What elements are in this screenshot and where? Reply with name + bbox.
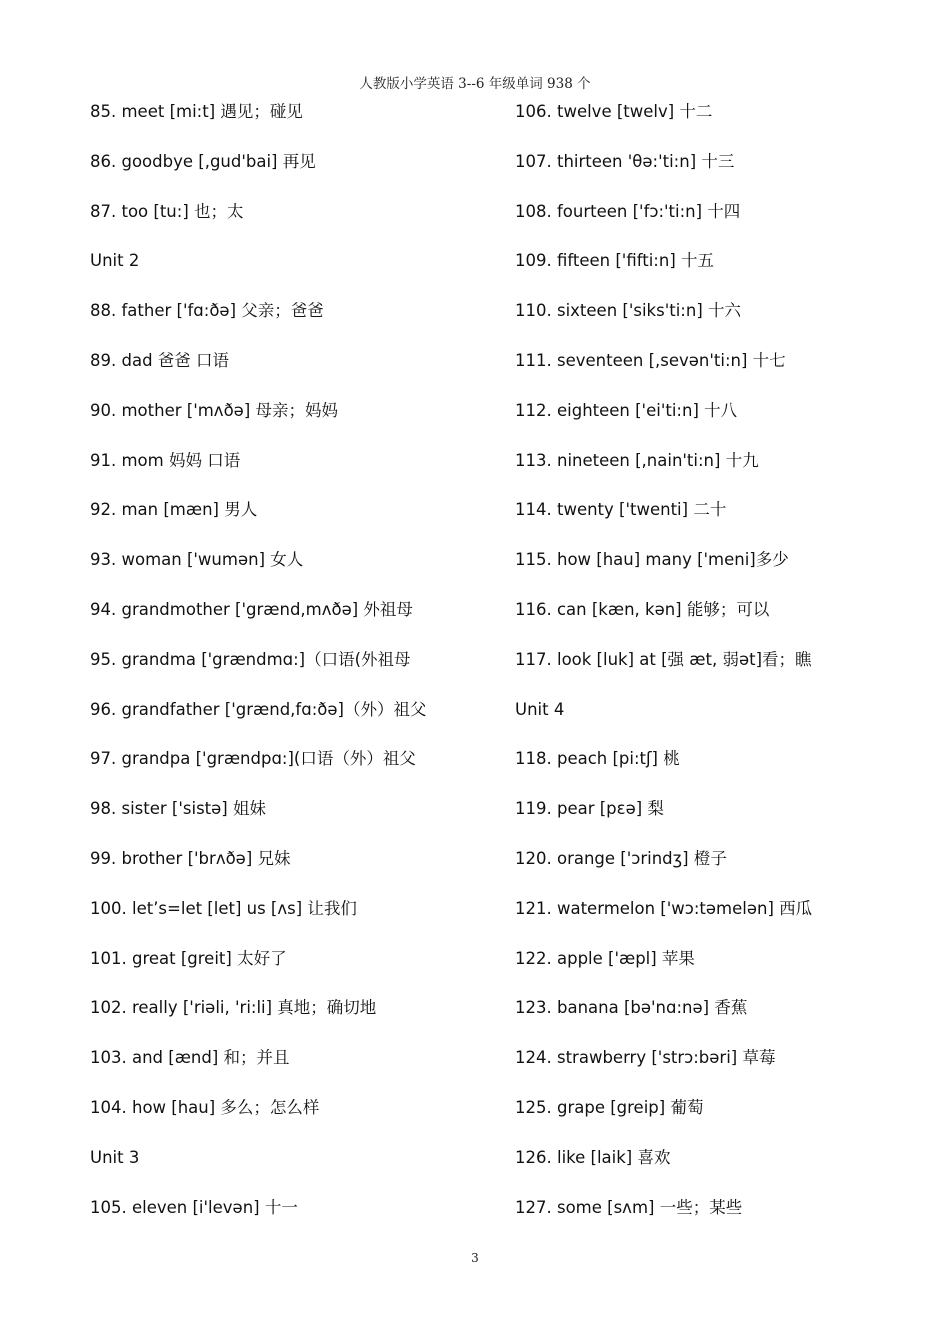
word-entry: 120. orange ['ɔrindʒ] 橙子 [515, 848, 727, 868]
word-entry: 95. grandma ['grændmɑ:]（口语(外祖母 [90, 649, 411, 669]
word-entry: 121. watermelon ['wɔ:təmelən] 西瓜 [515, 898, 813, 918]
right-column [515, 95, 915, 1240]
word-entry: 88. father ['fɑ:ðə] 父亲；爸爸 [90, 301, 324, 321]
left-column [90, 95, 510, 1240]
word-entry: 125. grape [greip] 葡萄 [515, 1097, 704, 1117]
word-entry: 105. eleven [i'levən] 十一 [90, 1197, 298, 1217]
word-entry: 89. dad 爸爸 口语 [90, 350, 230, 370]
word-entry: 91. mom 妈妈 口语 [90, 450, 241, 470]
word-entry: 97. grandpa ['grændpɑ:](口语（外）祖父 [90, 749, 416, 769]
word-entry: 110. sixteen ['siks'ti:n] 十六 [515, 301, 741, 321]
word-entry: 127. some [sʌm] 一些；某些 [515, 1197, 743, 1217]
word-entry: 112. eighteen ['ei'ti:n] 十八 [515, 400, 738, 420]
word-entry: 99. brother ['brʌðə] 兄妹 [90, 848, 291, 868]
word-entry: 100. let’s=let [let] us [ʌs] 让我们 [90, 898, 357, 918]
word-entry: 106. twelve [twelv] 十二 [515, 102, 713, 121]
unit-heading: Unit 3 [90, 1147, 140, 1167]
word-entry: 118. peach [pi:tʃ] 桃 [515, 749, 680, 769]
word-entry: 93. woman ['wumən] 女人 [90, 550, 304, 570]
word-entry: 96. grandfather ['grænd,fɑ:ðə]（外）祖父 [90, 699, 427, 719]
word-entry: 115. how [hau] many ['meni]多少 [515, 550, 789, 570]
word-entry: 126. like [laik] 喜欢 [515, 1147, 671, 1167]
word-entry: 113. nineteen [,nain'ti:n] 十九 [515, 450, 759, 470]
page-number: 3 [471, 1251, 479, 1265]
unit-heading: Unit 4 [515, 699, 565, 719]
word-entry: 107. thirteen 'θə:'ti:n] 十三 [515, 151, 735, 171]
word-entry: 101. great [greit] 太好了 [90, 948, 287, 968]
word-entry: 90. mother ['mʌðə] 母亲；妈妈 [90, 400, 338, 420]
unit-heading: Unit 2 [90, 251, 140, 271]
word-entry: 98. sister ['sistə] 姐妹 [90, 799, 266, 819]
word-entry: 109. fifteen ['fifti:n] 十五 [515, 251, 715, 271]
word-entry: 102. really ['riəli, 'ri:li] 真地；确切地 [90, 998, 377, 1018]
word-entry: 114. twenty ['twenti] 二十 [515, 500, 727, 520]
word-entry: 124. strawberry ['strɔ:bəri] 草莓 [515, 1048, 776, 1068]
word-entry: 122. apple ['æpl] 苹果 [515, 948, 695, 968]
word-entry: 108. fourteen ['fɔ:'ti:n] 十四 [515, 201, 741, 221]
word-entry: 94. grandmother ['grænd,mʌðə] 外祖母 [90, 599, 413, 619]
page-header: 人教版小学英语 3--6 年级单词 938 个 [359, 76, 591, 92]
word-entry: 87. too [tu:] 也；太 [90, 201, 244, 221]
word-entry: 85. meet [mi:t] 遇见；碰见 [90, 102, 303, 121]
word-entry: 92. man [mæn] 男人 [90, 500, 258, 520]
word-entry: 117. look [luk] at [强 æt, 弱ət]看；瞧 [515, 649, 812, 669]
word-entry: 104. how [hau] 多么；怎么样 [90, 1097, 320, 1117]
word-entry: 123. banana [bə'nɑ:nə] 香蕉 [515, 998, 748, 1018]
word-entry: 111. seventeen [,sevən'ti:n] 十七 [515, 350, 786, 370]
word-entry: 119. pear [pɛə] 梨 [515, 799, 664, 819]
word-entry: 86. goodbye [,gud'bai] 再见 [90, 151, 316, 171]
word-entry: 103. and [ænd] 和；并且 [90, 1048, 290, 1068]
word-entry: 116. can [kæn, kən] 能够；可以 [515, 599, 770, 619]
